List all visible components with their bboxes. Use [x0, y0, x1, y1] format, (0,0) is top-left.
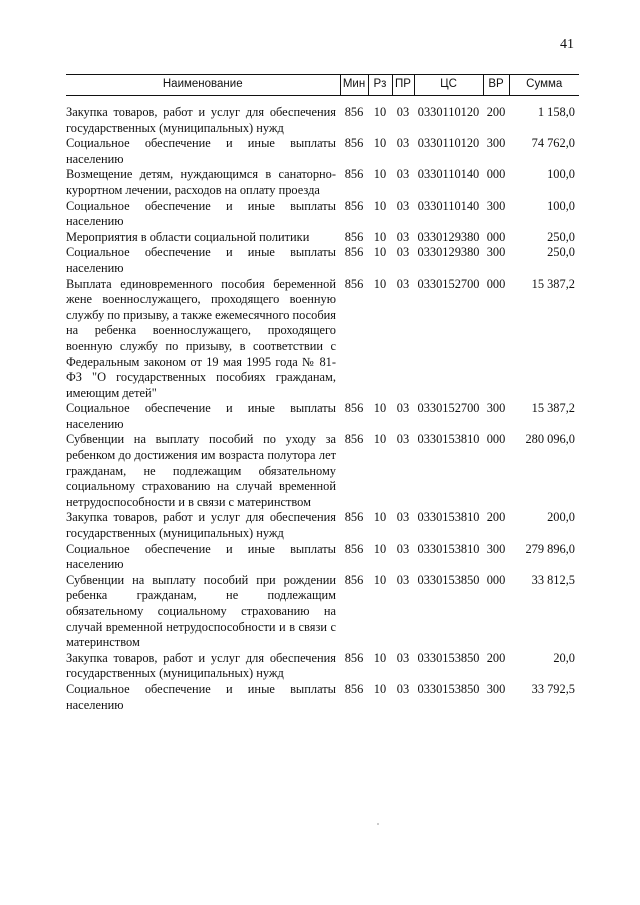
cell-rz: 10 — [373, 136, 387, 151]
cell-pr: 03 — [396, 105, 410, 119]
scan-speck — [377, 823, 379, 825]
cell-min: 856 — [344, 401, 364, 416]
table-row — [66, 277, 579, 402]
cell-vr: 000 — [486, 229, 506, 244]
table-row — [66, 510, 579, 541]
header-row — [66, 75, 579, 96]
cell-sum: 33 792,5 — [531, 681, 575, 696]
header-sum: Сумма — [509, 75, 579, 96]
cell-rz: 10 — [373, 105, 387, 119]
cell-pr: 03 — [396, 198, 410, 213]
cell-rz: 10 — [373, 432, 387, 447]
header-rz: Рз — [368, 75, 392, 96]
cell-vr: 000 — [486, 276, 506, 291]
cell-rz: 10 — [373, 198, 387, 213]
cell-sum: 250,0 — [547, 245, 575, 260]
page-number: 41 — [560, 37, 574, 52]
header-min: Мин — [340, 75, 368, 96]
cell-rz: 10 — [373, 650, 387, 665]
cell-min: 856 — [344, 245, 364, 260]
budget-table — [66, 74, 579, 713]
cell-vr: 200 — [486, 650, 506, 665]
cell-min: 856 — [344, 276, 364, 291]
cell-vr: 300 — [486, 401, 506, 416]
cell-sum: 100,0 — [547, 198, 575, 213]
cell-cs: 0330110140 — [417, 198, 480, 213]
table-row — [66, 167, 579, 198]
cell-name: Социальное обеспечение и иные выплаты населению — [66, 681, 336, 712]
cell-vr: 000 — [486, 167, 506, 182]
cell-rz: 10 — [373, 510, 387, 525]
cell-vr: 200 — [486, 105, 506, 119]
cell-sum: 74 762,0 — [531, 136, 575, 151]
cell-min: 856 — [344, 198, 364, 213]
cell-cs: 0330153850 — [417, 681, 480, 696]
cell-pr: 03 — [396, 650, 410, 665]
cell-min: 856 — [344, 572, 364, 587]
cell-min: 856 — [344, 136, 364, 151]
cell-cs: 0330153850 — [417, 650, 480, 665]
cell-rz: 10 — [373, 401, 387, 416]
cell-name: Мероприятия в области социальной политики — [66, 229, 310, 244]
table-row — [66, 230, 579, 246]
cell-name: Закупка товаров, работ и услуг для обеспечения государственных (муниципальных) нужд — [66, 105, 336, 135]
cell-min: 856 — [344, 432, 364, 447]
cell-name: Социальное обеспечение и иные выплаты населению — [66, 136, 336, 166]
cell-vr: 000 — [486, 432, 506, 447]
cell-name: Социальное обеспечение и иные выплаты населению — [66, 198, 336, 229]
cell-pr: 03 — [396, 229, 410, 244]
cell-sum: 15 387,2 — [531, 401, 575, 416]
cell-min: 856 — [344, 229, 364, 244]
cell-vr: 300 — [486, 136, 506, 151]
header-vr: ВР — [483, 75, 509, 96]
table-row — [66, 96, 579, 137]
cell-pr: 03 — [396, 401, 410, 416]
cell-name: Субвенции на выплату пособий при рождении ребенка гражданам, не подлежащим обязательному социальному страхованию на случай временной нетрудоспособности и в связи с материнством — [66, 572, 336, 650]
table-row — [66, 542, 579, 573]
cell-name: Социальное обеспечение и иные выплаты населению — [66, 541, 336, 572]
cell-pr: 03 — [396, 541, 410, 556]
cell-pr: 03 — [396, 276, 410, 291]
cell-cs: 0330153810 — [417, 432, 480, 447]
table-row — [66, 651, 579, 682]
cell-rz: 10 — [373, 245, 387, 260]
cell-sum: 1 158,0 — [537, 105, 575, 119]
cell-rz: 10 — [373, 167, 387, 182]
table-row — [66, 401, 579, 432]
cell-pr: 03 — [396, 167, 410, 182]
header-cs: ЦС — [414, 75, 483, 96]
cell-vr: 300 — [486, 198, 506, 213]
cell-rz: 10 — [373, 541, 387, 556]
cell-cs: 0330153810 — [417, 510, 480, 525]
cell-name: Социальное обеспечение и иные выплаты населению — [66, 245, 336, 275]
cell-vr: 000 — [486, 572, 506, 587]
cell-vr: 200 — [486, 510, 506, 525]
cell-sum: 100,0 — [547, 167, 575, 182]
table-body — [66, 96, 579, 714]
cell-cs: 0330110140 — [417, 167, 480, 182]
cell-cs: 0330129380 — [417, 229, 480, 244]
cell-vr: 300 — [486, 681, 506, 696]
cell-name: Возмещение детям, нуждающимся в санаторно-курортном лечении, расходов на оплату проезда — [66, 167, 336, 197]
cell-name: Закупка товаров, работ и услуг для обеспечения государственных (муниципальных) нужд — [66, 510, 336, 541]
cell-sum: 33 812,5 — [531, 572, 575, 587]
cell-cs: 0330152700 — [417, 401, 480, 416]
cell-pr: 03 — [396, 572, 410, 587]
header-pr: ПР — [392, 75, 414, 96]
cell-min: 856 — [344, 541, 364, 556]
cell-sum: 15 387,2 — [531, 276, 575, 291]
table-row — [66, 432, 579, 510]
cell-name: Выплата единовременного пособия беременной жене военнослужащего, проходящего военную службу по призыву, а также ежемесячного пособия на ребенка военнослужащего, проходящего военную службу по призыву, в соответствии с Федеральным законом от 19 мая 1995 года № 81-ФЗ "О государственных пособиях гражданам, имеющим детей" — [66, 276, 336, 400]
budget-table-container — [66, 74, 579, 713]
cell-cs: 0330110120 — [417, 136, 480, 151]
header-name: Наименование — [66, 75, 340, 96]
cell-vr: 300 — [486, 541, 506, 556]
table-row — [66, 682, 579, 713]
cell-pr: 03 — [396, 681, 410, 696]
table-row — [66, 573, 579, 651]
cell-min: 856 — [344, 650, 364, 665]
cell-name: Закупка товаров, работ и услуг для обеспечения государственных (муниципальных) нужд — [66, 650, 336, 681]
cell-rz: 10 — [373, 276, 387, 291]
cell-sum: 200,0 — [547, 510, 575, 525]
cell-rz: 10 — [373, 681, 387, 696]
cell-rz: 10 — [373, 572, 387, 587]
cell-cs: 0330152700 — [417, 276, 480, 291]
cell-cs: 0330110120 — [417, 105, 480, 119]
cell-pr: 03 — [396, 432, 410, 447]
cell-pr: 03 — [396, 245, 410, 260]
cell-sum: 280 096,0 — [525, 432, 575, 447]
cell-min: 856 — [344, 105, 364, 119]
cell-name: Социальное обеспечение и иные выплаты населению — [66, 401, 336, 431]
cell-cs: 0330129380 — [417, 245, 480, 260]
cell-cs: 0330153810 — [417, 541, 480, 556]
cell-sum: 20,0 — [553, 650, 575, 665]
table-header — [66, 75, 579, 96]
cell-pr: 03 — [396, 136, 410, 151]
cell-cs: 0330153850 — [417, 572, 480, 587]
cell-pr: 03 — [396, 510, 410, 525]
cell-min: 856 — [344, 510, 364, 525]
table-row — [66, 136, 579, 167]
cell-min: 856 — [344, 681, 364, 696]
cell-sum: 250,0 — [547, 229, 575, 244]
table-row — [66, 199, 579, 230]
table-row — [66, 245, 579, 276]
cell-name: Субвенции на выплату пособий по уходу за ребенком до достижения им возраста полутора лет гражданам, не подлежащим обязательному социальному страхованию на случай временной нетрудоспособности и в связи с материнством — [66, 432, 336, 509]
cell-min: 856 — [344, 167, 364, 182]
cell-vr: 300 — [486, 245, 506, 260]
cell-rz: 10 — [373, 229, 387, 244]
cell-sum: 279 896,0 — [525, 541, 575, 556]
